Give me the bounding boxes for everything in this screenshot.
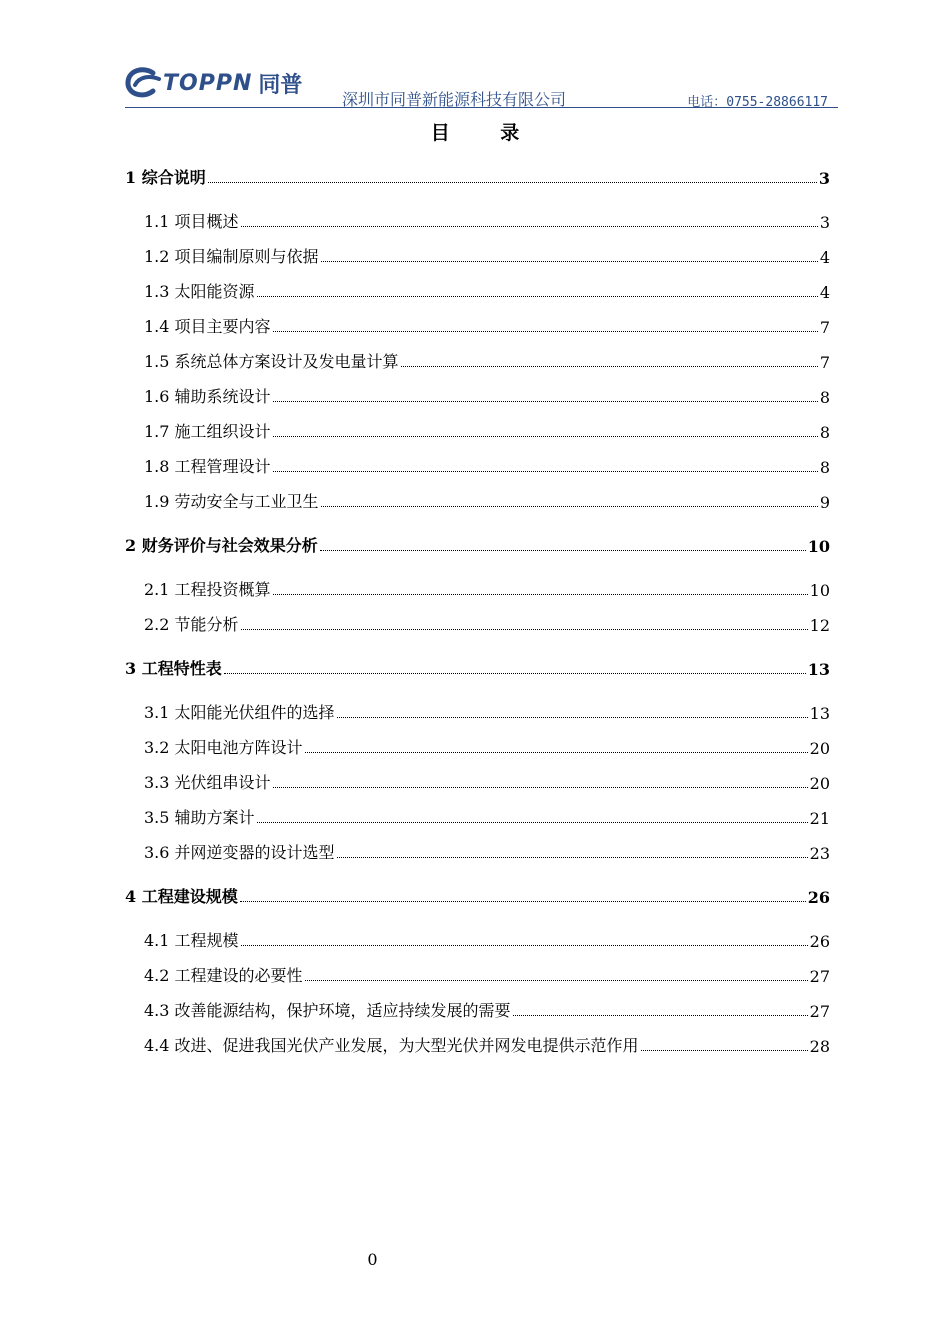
toc-section-entry[interactable] xyxy=(125,379,830,407)
toc-section-entry[interactable] xyxy=(125,607,830,635)
toc-dot-leader xyxy=(273,436,818,437)
toc-chapter-entry[interactable] xyxy=(125,528,830,556)
page-number: 0 xyxy=(367,1250,378,1269)
toc-entry-label: 1.3 太阳能资源 xyxy=(144,282,255,301)
toc-section-entry[interactable] xyxy=(125,835,830,863)
toc-entry-label: 3.3 光伏组串设计 xyxy=(144,773,271,792)
toc-dot-leader xyxy=(321,506,818,507)
toc-entry-label: 4 工程建设规模 xyxy=(125,887,238,906)
toc-entry-page: 8 xyxy=(819,388,830,407)
toc-section-entry[interactable] xyxy=(125,414,830,442)
header-divider xyxy=(125,107,838,108)
toc-entry-label: 3.5 辅助方案计 xyxy=(144,808,255,827)
toc-entry-label: 2.2 节能分析 xyxy=(144,615,239,634)
toc-entry-page: 9 xyxy=(819,493,830,512)
toc-entry-label: 3 工程特性表 xyxy=(125,659,222,678)
toc-section-entry[interactable] xyxy=(125,993,830,1021)
toc-entry-label: 3.2 太阳电池方阵设计 xyxy=(144,738,303,757)
page-header xyxy=(125,66,838,108)
toc-chapter-entry[interactable] xyxy=(125,160,830,188)
company-name: 深圳市同普新能源科技有限公司 xyxy=(342,90,567,109)
toc-entry-page: 13 xyxy=(807,660,830,679)
toc-entry-page: 20 xyxy=(809,739,830,758)
toc-section-entry[interactable] xyxy=(125,239,830,267)
toc-entry-label: 3.6 并网逆变器的设计选型 xyxy=(144,843,335,862)
toc-dot-leader xyxy=(305,980,808,981)
toc-entry-label: 1.6 辅助系统设计 xyxy=(144,387,271,406)
toc-entry-label: 3.1 太阳能光伏组件的选择 xyxy=(144,703,335,722)
toc-entry-page: 26 xyxy=(807,888,830,907)
toc-entry-label: 4.1 工程规模 xyxy=(144,931,239,950)
toc-entry-label: 1.7 施工组织设计 xyxy=(144,422,271,441)
toc-title: 目 录 xyxy=(430,122,542,144)
toc-entry-page: 13 xyxy=(809,704,830,723)
toc-dot-leader xyxy=(305,752,808,753)
toc-dot-leader xyxy=(241,945,808,946)
toc-entry-page: 21 xyxy=(809,809,830,828)
toc-entry-page: 7 xyxy=(819,318,830,337)
toc-dot-leader xyxy=(320,550,806,551)
toc-entry-page: 8 xyxy=(819,423,830,442)
toc-section-entry[interactable] xyxy=(125,958,830,986)
toc-entry-page: 7 xyxy=(819,353,830,372)
toc-section-entry[interactable] xyxy=(125,800,830,828)
toc-dot-leader xyxy=(337,857,808,858)
toc-dot-leader xyxy=(257,822,808,823)
toc-section-entry[interactable] xyxy=(125,730,830,758)
toc-dot-leader xyxy=(641,1050,808,1051)
toc-entry-label: 1.5 系统总体方案设计及发电量计算 xyxy=(144,352,399,371)
toc-entry-label: 2 财务评价与社会效果分析 xyxy=(125,536,318,555)
toc-entry-label: 1.4 项目主要内容 xyxy=(144,317,271,336)
toc-dot-leader xyxy=(273,471,818,472)
toc-dot-leader xyxy=(401,366,818,367)
toc-entry-page: 28 xyxy=(809,1037,830,1056)
toc-entry-page: 10 xyxy=(809,581,830,600)
toc-section-entry[interactable] xyxy=(125,309,830,337)
toc-section-entry[interactable] xyxy=(125,484,830,512)
toc-entry-label: 4.4 改进、促进我国光伏产业发展，为大型光伏并网发电提供示范作用 xyxy=(144,1036,639,1055)
toc-dot-leader xyxy=(321,261,818,262)
toc-dot-leader xyxy=(337,717,808,718)
logo-swirl-icon xyxy=(125,67,161,99)
toc-entry-label: 1.1 项目概述 xyxy=(144,212,239,231)
toc-dot-leader xyxy=(273,331,818,332)
toc-entry-label: 1.9 劳动安全与工业卫生 xyxy=(144,492,319,511)
toc-dot-leader xyxy=(273,594,808,595)
toc-section-entry[interactable] xyxy=(125,765,830,793)
toc-entry-label: 1.2 项目编制原则与依据 xyxy=(144,247,319,266)
toc-entry-label: 1.8 工程管理设计 xyxy=(144,457,271,476)
toc-section-entry[interactable] xyxy=(125,204,830,232)
toc-entry-page: 12 xyxy=(809,616,830,635)
toc-section-entry[interactable] xyxy=(125,695,830,723)
toc-section-entry[interactable] xyxy=(125,1028,830,1056)
toc-entry-page: 26 xyxy=(809,932,830,951)
toc-entry-label: 1 综合说明 xyxy=(125,168,206,187)
logo-wordmark: TOPPN xyxy=(163,70,253,96)
toc-chapter-entry[interactable] xyxy=(125,879,830,907)
toc-chapter-entry[interactable] xyxy=(125,651,830,679)
toc-dot-leader xyxy=(257,296,818,297)
toc-entry-page: 20 xyxy=(809,774,830,793)
toc-entry-label: 4.3 改善能源结构，保护环境，适应持续发展的需要 xyxy=(144,1001,511,1020)
toc-section-entry[interactable] xyxy=(125,344,830,372)
toc-entry-page: 27 xyxy=(809,967,830,986)
toc-entry-page: 10 xyxy=(807,537,830,556)
toc-entry-page: 3 xyxy=(819,213,830,232)
toc-dot-leader xyxy=(240,901,806,902)
toc-section-entry[interactable] xyxy=(125,923,830,951)
toc-entry-page: 8 xyxy=(819,458,830,477)
toc-section-entry[interactable] xyxy=(125,449,830,477)
toc-dot-leader xyxy=(241,629,808,630)
toc-entry-page: 23 xyxy=(809,844,830,863)
toc-section-entry[interactable] xyxy=(125,274,830,302)
toc-entry-page: 4 xyxy=(819,248,830,267)
toc-dot-leader xyxy=(273,787,808,788)
toc-dot-leader xyxy=(241,226,818,227)
toc-entry-label: 4.2 工程建设的必要性 xyxy=(144,966,303,985)
toc-dot-leader xyxy=(224,673,806,674)
toc-entry-page: 27 xyxy=(809,1002,830,1021)
toc-dot-leader xyxy=(513,1015,808,1016)
toc-dot-leader xyxy=(208,182,817,183)
company-logo xyxy=(125,66,302,100)
phone-number: 电话：0755-28866117 xyxy=(687,95,828,110)
toc-entry-label: 2.1 工程投资概算 xyxy=(144,580,271,599)
logo-chinese-wordmark: 同普 xyxy=(258,72,303,98)
toc-section-entry[interactable] xyxy=(125,572,830,600)
toc-dot-leader xyxy=(273,401,818,402)
toc-entry-page: 4 xyxy=(819,283,830,302)
toc-entry-page: 3 xyxy=(818,169,830,188)
